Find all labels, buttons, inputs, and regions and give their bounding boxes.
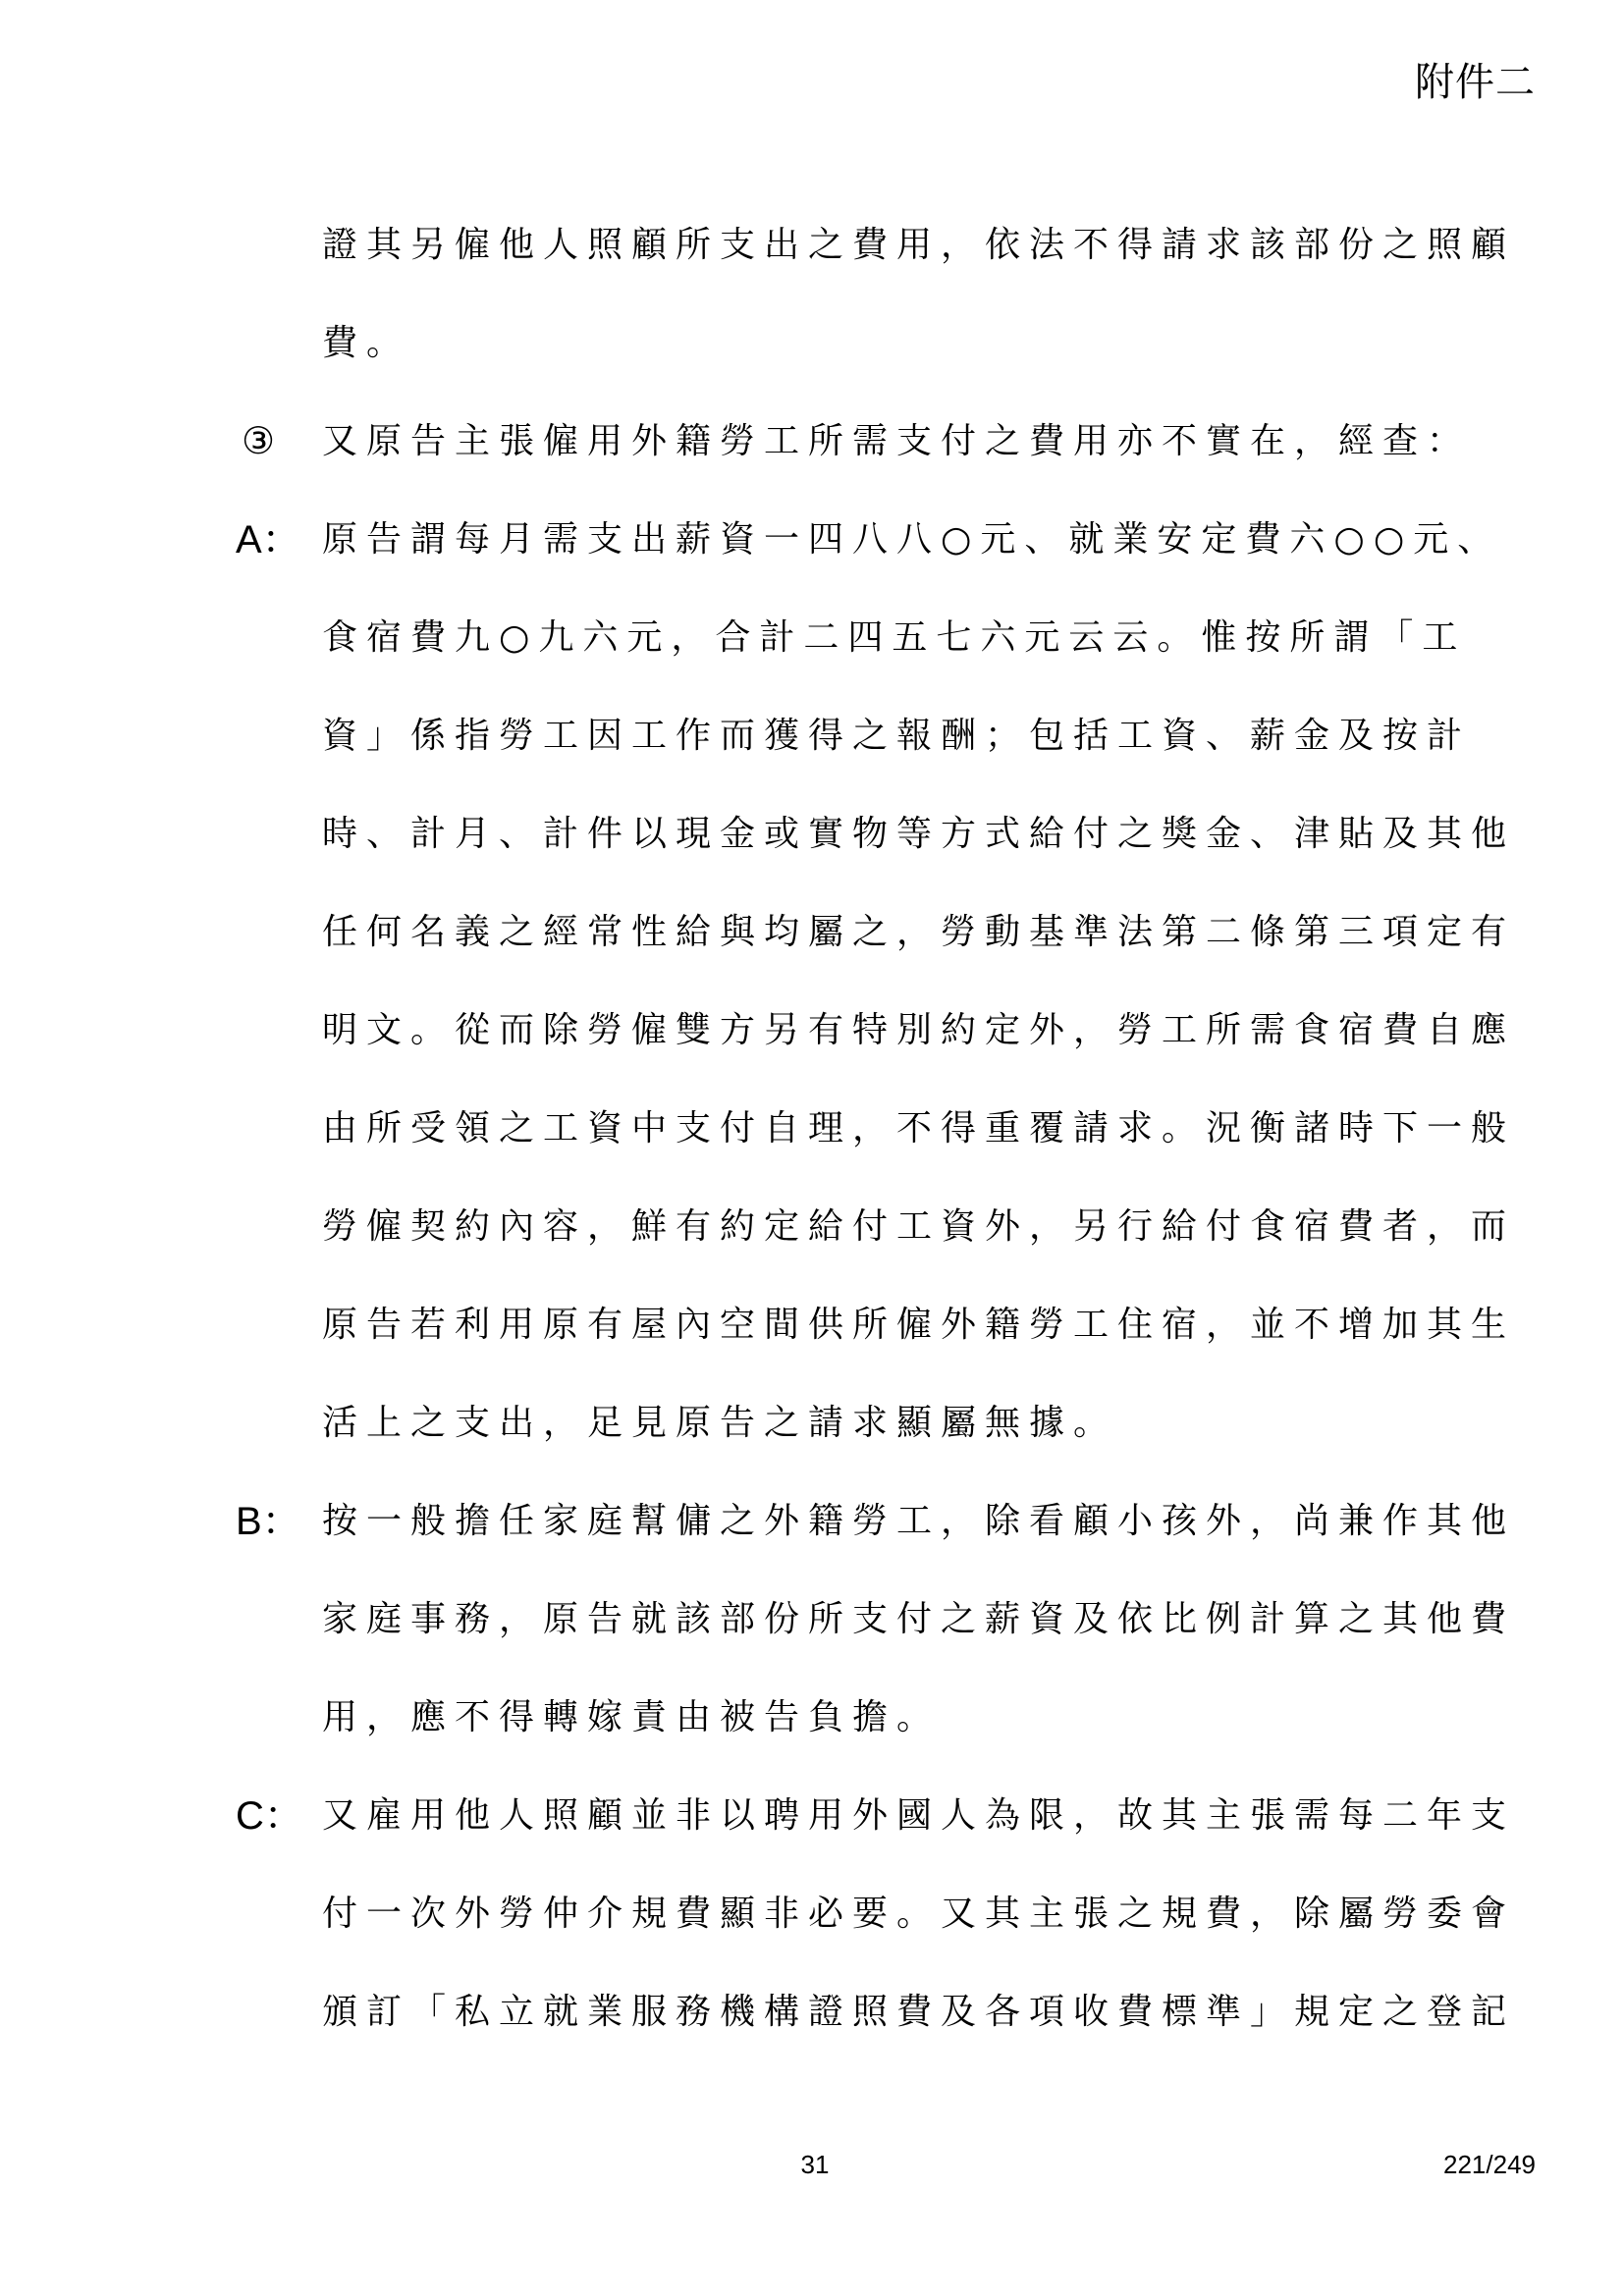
line-text: 按一般擔任家庭幫傭之外籍勞工，除看顧小孩外，尚兼作其他 bbox=[322, 1501, 1516, 1541]
text-line bbox=[236, 412, 1472, 510]
line-text: 時、計月、計件以現金或實物等方式給付之獎金、津貼及其他 bbox=[322, 814, 1516, 854]
text-line bbox=[236, 314, 1384, 412]
line-text: 費。 bbox=[322, 323, 411, 363]
line-text: 原告若利用原有屋內空間供所僱外籍勞工住宿，並不增加其生 bbox=[322, 1305, 1516, 1345]
text-line bbox=[236, 1885, 1516, 1983]
text-line bbox=[236, 903, 1516, 1001]
line-text: 又原告主張僱用外籍勞工所需支付之費用亦不實在，經查： bbox=[322, 421, 1472, 461]
text-line bbox=[236, 1001, 1516, 1099]
text-line bbox=[236, 707, 1472, 805]
line-text: 頒訂「私立就業服務機構證照費及各項收費標準」規定之登記 bbox=[322, 1992, 1516, 2032]
text-line bbox=[236, 216, 1516, 314]
line-text: 資」係指勞工因工作而獲得之報酬；包括工資、薪金及按計 bbox=[322, 716, 1472, 756]
item-a-marker: A： bbox=[236, 518, 301, 561]
line-text: 用，應不得轉嫁責由被告負擔。 bbox=[322, 1697, 942, 1737]
text-line bbox=[236, 510, 1502, 609]
text-line bbox=[236, 1099, 1516, 1198]
item-c-marker: C： bbox=[236, 1794, 303, 1838]
text-line bbox=[236, 805, 1516, 903]
page-total: 221/249 bbox=[1443, 2150, 1536, 2179]
item-3-marker: ③ bbox=[242, 421, 276, 462]
line-text: 付一次外勞仲介規費顯非必要。又其主張之規費，除屬勞委會 bbox=[322, 1894, 1516, 1934]
text-line bbox=[236, 1198, 1516, 1296]
page-number: 31 bbox=[800, 2150, 830, 2179]
line-text: 又雇用他人照顧並非以聘用外國人為限，故其主張需每二年支 bbox=[322, 1795, 1516, 1836]
line-text: 證其另僱他人照顧所支出之費用，依法不得請求該部份之照顧 bbox=[322, 225, 1516, 265]
text-line bbox=[236, 1787, 1516, 1885]
line-text: 由所受領之工資中支付自理，不得重覆請求。況衡諸時下一般 bbox=[322, 1108, 1516, 1148]
item-b-marker: B： bbox=[236, 1500, 301, 1543]
text-line bbox=[236, 1688, 1384, 1787]
line-text: 任何名義之經常性給與均屬之，勞動基準法第二條第三項定有 bbox=[322, 912, 1516, 952]
text-line bbox=[236, 1394, 1384, 1492]
line-text: 活上之支出，足見原告之請求顯屬無據。 bbox=[322, 1403, 1118, 1443]
text-line bbox=[236, 1492, 1516, 1590]
text-line bbox=[236, 1590, 1516, 1688]
attachment-label: 附件二 bbox=[1415, 60, 1536, 105]
line-text: 原告謂每月需支出薪資一四八八○元、就業安定費六○○元、 bbox=[322, 519, 1502, 560]
text-line bbox=[236, 609, 1467, 707]
line-text: 食宿費九○九六元，合計二四五七六元云云。惟按所謂「工 bbox=[322, 617, 1467, 658]
text-line bbox=[236, 1983, 1516, 2081]
line-text: 明文。從而除勞僱雙方另有特別約定外，勞工所需食宿費自應 bbox=[322, 1010, 1516, 1050]
line-text: 家庭事務，原告就該部份所支付之薪資及依比例計算之其他費 bbox=[322, 1599, 1516, 1639]
document-body bbox=[236, 216, 1516, 2081]
line-text: 勞僱契約內容，鮮有約定給付工資外，另行給付食宿費者，而 bbox=[322, 1206, 1516, 1247]
text-line bbox=[236, 1296, 1516, 1394]
